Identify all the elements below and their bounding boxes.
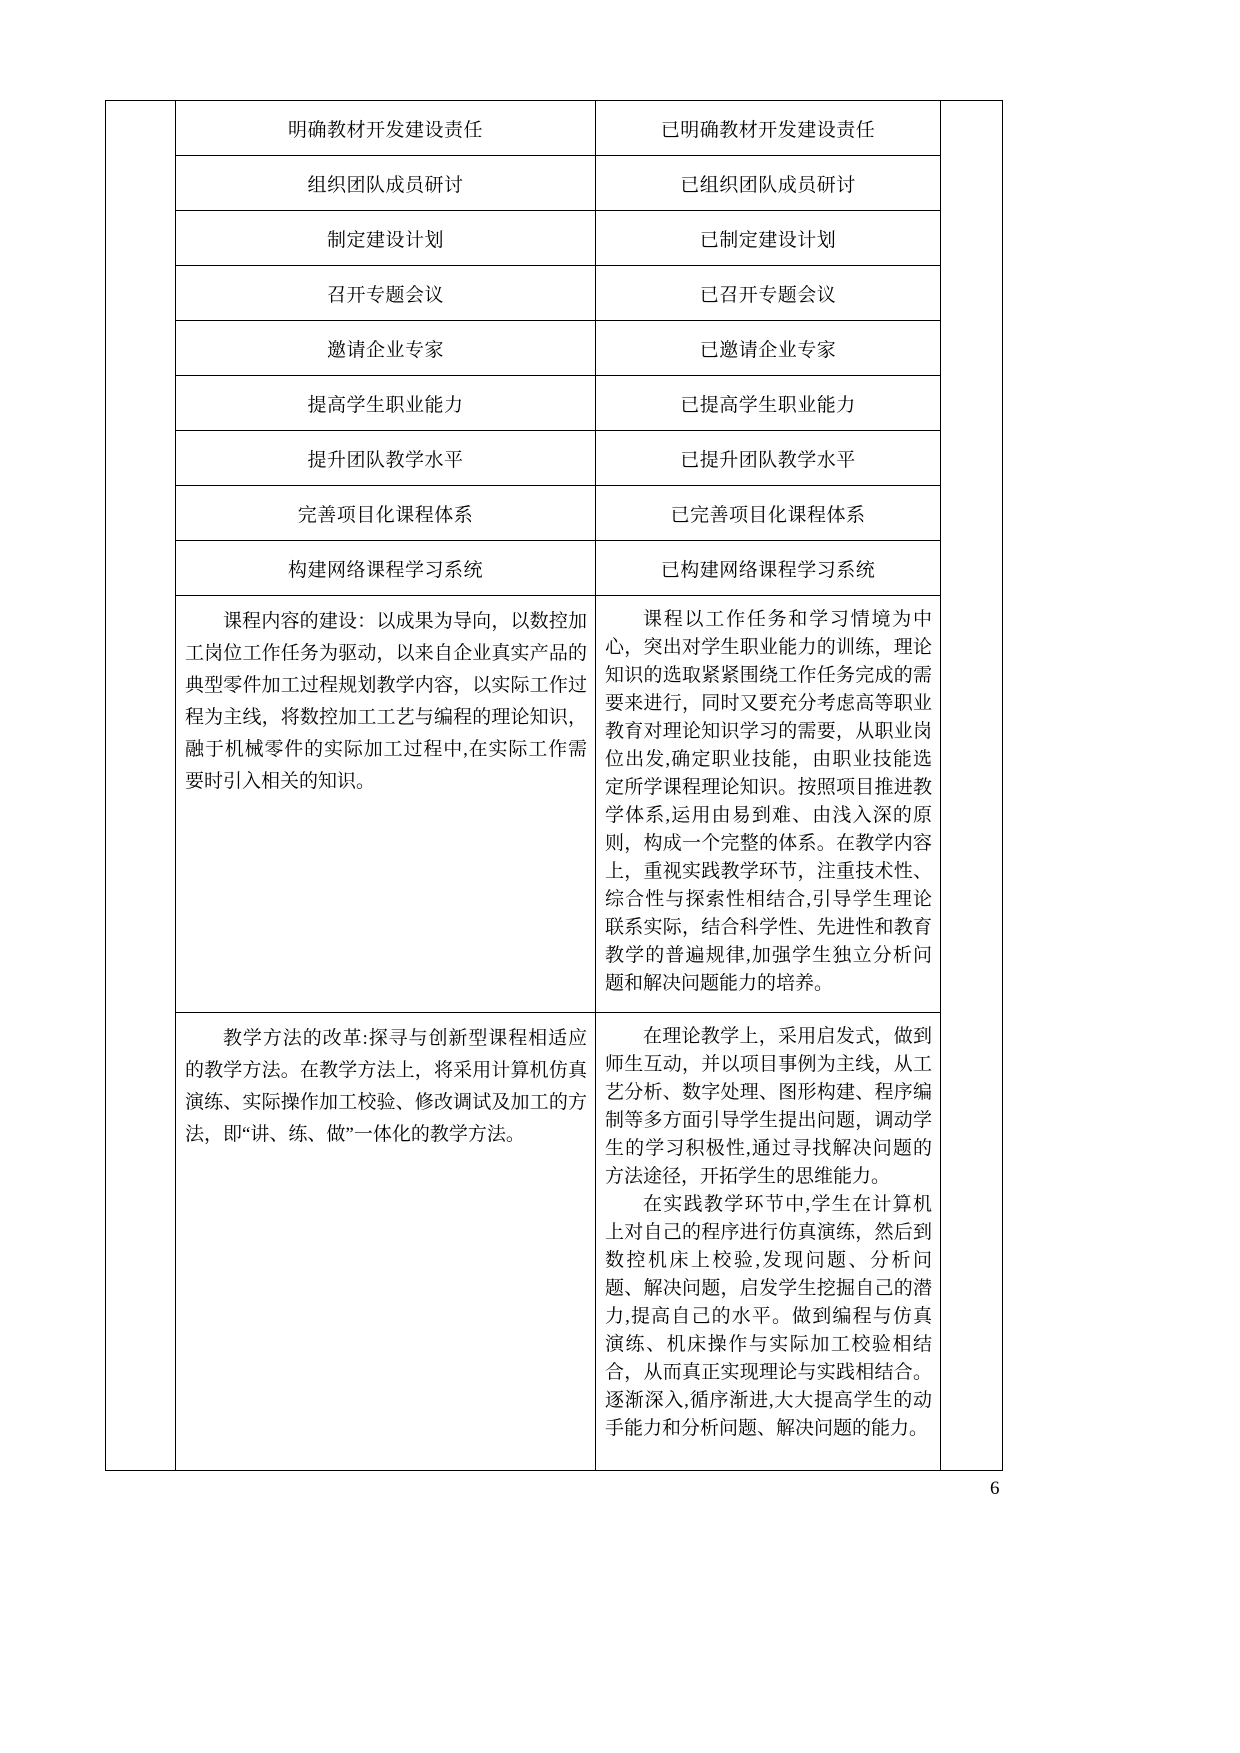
measure-cell: 构建网络课程学习系统: [176, 541, 596, 596]
table-row: [106, 101, 1003, 156]
teaching-method-reform-cell: [176, 1013, 596, 1471]
status-cell: 已组织团队成员研讨: [596, 156, 941, 211]
paragraph: 课程以工作任务和学习情境为中心，突出对学生职业能力的训练，理论知识的选取紧紧围绕工作任务完成的需要来进行，同时又要充分考虑高等职业教育对理论知识学习的需要，从职业岗位出发,确定职业技能，由职业技能选定所学课程理论知识。按照项目推进教学体系,运用由易到难、由浅入深的原则，构成一个完整的体系。在教学内容上，重视实践教学环节，注重技术性、综合性与探索性相结合,引导学生理论联系实际，结合科学性、先进性和教育教学的普遍规律,加强学生独立分析问题和解决问题能力的培养。: [605, 609, 932, 994]
table-row: [106, 211, 1003, 266]
table-row: [106, 431, 1003, 486]
teaching-method-result-cell: [596, 1013, 941, 1471]
page-number: 6: [990, 1478, 1000, 1499]
table-row: [106, 266, 1003, 321]
status-cell: 已完善项目化课程体系: [596, 486, 941, 541]
table-row: [106, 541, 1003, 596]
status-cell: 已制定建设计划: [596, 211, 941, 266]
table-row: [106, 321, 1003, 376]
paragraph: 在实践教学环节中,学生在计算机上对自己的程序进行仿真演练，然后到数控机床上校验,发现问题、分析问题、解决问题，启发学生挖掘自己的潜力,提高自己的水平。做到编程与仿真演练、机床操作与实际加工校验相结合，从而真正实现理论与实践相结合。逐渐深入,循序渐进,大大提高学生的动手能力和分析问题、解决问题的能力。: [605, 1194, 932, 1439]
status-cell: 已提高学生职业能力: [596, 376, 941, 431]
status-cell: 已构建网络课程学习系统: [596, 541, 941, 596]
paragraph: 教学方法的改革:探寻与创新型课程相适应的教学方法。在教学方法上，将采用计算机仿真演练、实际操作加工校验、修改调试及加工的方法，即“讲、练、做”一体化的教学方法。: [185, 1028, 587, 1145]
course-construction-table: [105, 100, 1003, 1471]
measure-cell: 提高学生职业能力: [176, 376, 596, 431]
table-row: [106, 486, 1003, 541]
status-cell: 已明确教材开发建设责任: [596, 101, 941, 156]
table-row: [106, 376, 1003, 431]
measure-cell: 制定建设计划: [176, 211, 596, 266]
course-content-result-cell: [596, 596, 941, 1013]
status-cell: 已提升团队教学水平: [596, 431, 941, 486]
course-content-construction-cell: [176, 596, 596, 1013]
measure-cell: 提升团队教学水平: [176, 431, 596, 486]
left-spacer-cell: [106, 101, 176, 1471]
table-row: [106, 596, 1003, 1013]
right-spacer-cell: [941, 101, 1003, 1471]
table-row: [106, 1013, 1003, 1471]
measure-cell: 明确教材开发建设责任: [176, 101, 596, 156]
paragraph: 课程内容的建设：以成果为导向，以数控加工岗位工作任务为驱动，以来自企业真实产品的典型零件加工过程规划教学内容，以实际工作过程为主线，将数控加工工艺与编程的理论知识，融于机械零件的实际加工过程中,在实际工作需要时引入相关的知识。: [185, 611, 587, 792]
measure-cell: 组织团队成员研讨: [176, 156, 596, 211]
measure-cell: 召开专题会议: [176, 266, 596, 321]
status-cell: 已召开专题会议: [596, 266, 941, 321]
status-cell: 已邀请企业专家: [596, 321, 941, 376]
paragraph: 在理论教学上，采用启发式，做到师生互动，并以项目事例为主线，从工艺分析、数字处理、图形构建、程序编制等多方面引导学生提出问题，调动学生的学习积极性,通过寻找解决问题的方法途径，开拓学生的思维能力。: [605, 1026, 932, 1187]
measure-cell: 完善项目化课程体系: [176, 486, 596, 541]
table-row: [106, 156, 1003, 211]
measure-cell: 邀请企业专家: [176, 321, 596, 376]
